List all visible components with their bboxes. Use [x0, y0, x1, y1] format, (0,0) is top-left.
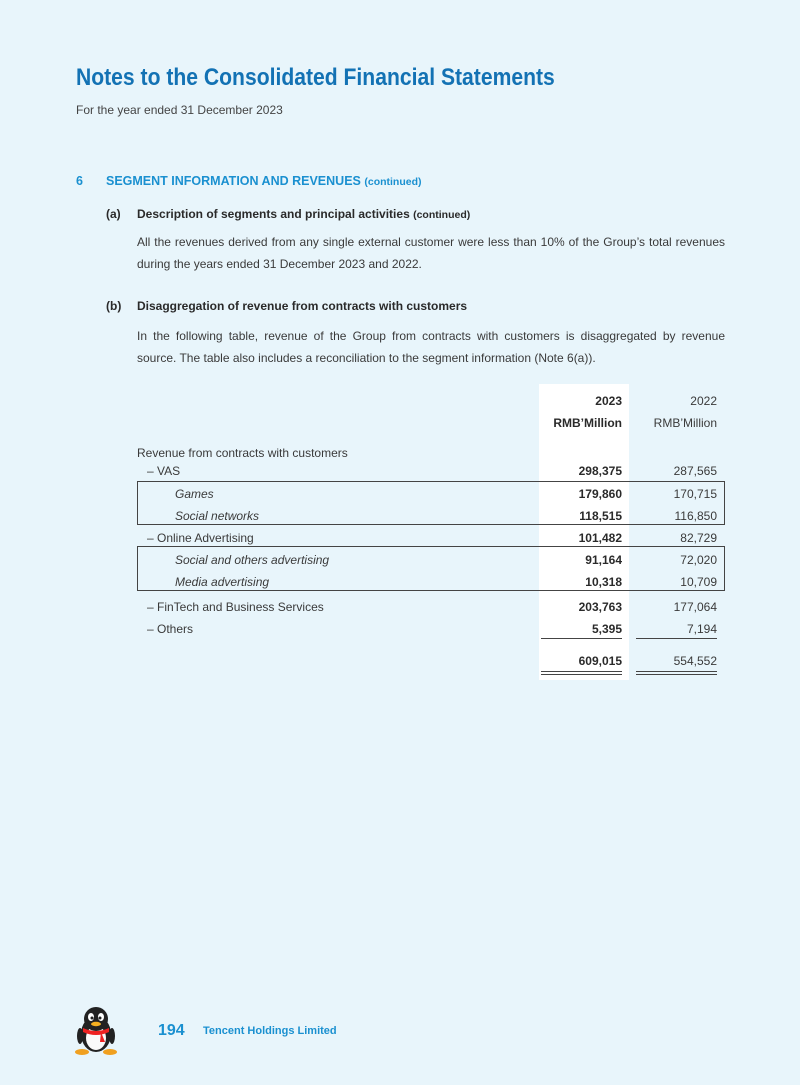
row-social-advertising-2022: 72,020: [680, 553, 717, 567]
sub-b-paragraph: In the following table, revenue of the Group from contracts with customers is disaggregated by revenue source. The table also includes a reconciliation to the segment information (Note 6(a)).: [137, 329, 725, 365]
row-social-networks-2023: 118,515: [579, 509, 622, 523]
sub-b-label: (b): [106, 299, 122, 313]
row-games-2022: 170,715: [673, 487, 717, 501]
total-double-rule-2022-a: [636, 671, 717, 672]
subtotal-rule-2022: [636, 638, 717, 639]
sub-a-paragraph: All the revenues derived from any single external customer were less than 10% of the Group’s total revenues during the years ended 31 December 2023 and 2022.: [137, 235, 725, 271]
row-media-advertising-2023: 10,318: [585, 575, 622, 589]
page-number: 194: [158, 1022, 185, 1039]
total-double-rule-2022-b: [636, 674, 717, 675]
table-heading: Revenue from contracts with customers: [137, 446, 348, 460]
section-title-text: SEGMENT INFORMATION AND REVENUES: [106, 174, 361, 188]
row-label-media-advertising: Media advertising: [175, 575, 270, 589]
row-social-networks-2022: 116,850: [674, 509, 717, 523]
section-title: [106, 174, 422, 188]
row-online-advertising-2022: 82,729: [680, 531, 717, 545]
row-vas-2022: 287,565: [673, 464, 717, 478]
row-label-fintech: – FinTech and Business Services: [147, 600, 324, 614]
row-others-2022: 7,194: [686, 622, 717, 636]
row-games-2023: 179,860: [578, 487, 622, 501]
row-label-social-networks: Social networks: [175, 509, 260, 523]
row-media-advertising-2022: 10,709: [680, 575, 717, 589]
row-fintech-2023: 203,763: [578, 600, 622, 614]
row-others-2023: 5,395: [591, 622, 622, 636]
row-label-social-advertising: Social and others advertising: [175, 553, 330, 567]
row-label-others: – Others: [147, 622, 194, 636]
row-fintech-2022: 177,064: [673, 600, 717, 614]
row-vas-2023: 298,375: [578, 464, 622, 478]
row-online-advertising-2023: 101,482: [578, 531, 622, 545]
col-header-2023: 2023: [595, 394, 622, 408]
sub-b-title: Disaggregation of revenue from contracts with customers: [137, 299, 468, 313]
unit-header-2023: RMB’Million: [553, 416, 622, 430]
total-double-rule-2023-b: [541, 674, 622, 675]
page-title: Notes to the Consolidated Financial Statements: [76, 64, 555, 91]
sub-a-label: (a): [106, 207, 121, 221]
row-label-vas: – VAS: [147, 464, 181, 478]
sub-a-title-text: Description of segments and principal activities: [137, 207, 410, 221]
section-number: 6: [76, 174, 83, 188]
page-subtitle: For the year ended 31 December 2023: [76, 103, 283, 117]
total-2023: 609,015: [578, 654, 622, 668]
unit-header-2022: RMB’Million: [653, 416, 717, 430]
company-name: Tencent Holdings Limited: [203, 1025, 337, 1037]
row-social-advertising-2023: 91,164: [585, 553, 622, 567]
section-continued: (continued): [364, 176, 422, 188]
col-header-2022: 2022: [690, 394, 717, 408]
sub-a-title: [137, 207, 470, 221]
row-label-online-advertising: – Online Advertising: [147, 531, 254, 545]
subtotal-rule-2023: [541, 638, 622, 639]
total-double-rule-2023-a: [541, 671, 622, 672]
row-label-games: Games: [175, 487, 214, 501]
sub-a-continued: (continued): [413, 209, 471, 221]
total-2022: 554,552: [673, 654, 717, 668]
penguin-mascot-icon: [74, 1004, 118, 1056]
